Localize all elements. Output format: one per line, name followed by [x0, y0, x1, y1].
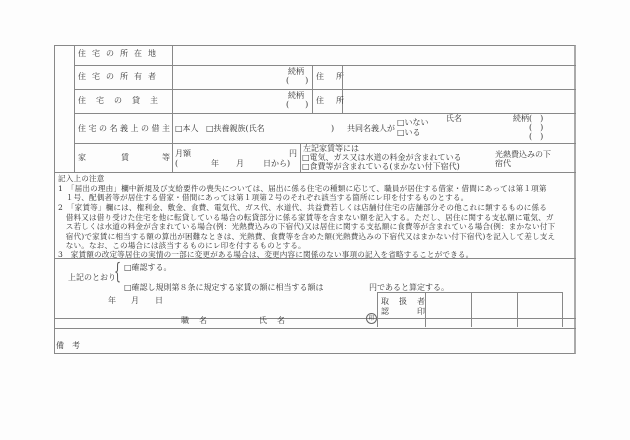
- note-line: 3 家賃額の改定等居住の実情の一部に変更がある場合は、変更内容に関係のない事項の記入を省略することができる。: [58, 250, 474, 259]
- stamp-box-1[interactable]: [426, 293, 470, 326]
- location-label: 住宅の所在地: [78, 49, 162, 58]
- dependent-close-paren: ): [331, 124, 335, 133]
- row-line: [74, 113, 576, 114]
- co-nominee-name-label: 氏名: [446, 114, 462, 123]
- lessor-relation-label: 続柄: [288, 91, 304, 100]
- monthly-amount-field[interactable]: [196, 146, 286, 158]
- dependent-checkbox[interactable]: □扶養親族(氏名: [206, 124, 265, 133]
- handler-label-line2: 認 印: [381, 307, 426, 316]
- note-line: １号、配偶者等が居住する借家・借間にあっては第１項第２号のそれぞれ該当する箇所にレ印を付するものとする。: [58, 193, 469, 202]
- brace: {: [114, 260, 121, 285]
- co-nominee-label: 共同名義人が: [347, 124, 395, 133]
- utilities-included-line1: 光熱費込みの下: [495, 150, 551, 159]
- address-divider: [312, 65, 313, 113]
- from-day-label: 日から): [263, 159, 291, 168]
- address-divider: [342, 65, 343, 113]
- confirm-checkbox[interactable]: □確認する。: [124, 263, 172, 272]
- confirm-amount-checkbox[interactable]: □確認し規則第８条に規定する家賃の額に相当する額は: [124, 283, 324, 292]
- co-nominee-relation-2[interactable]: ( ): [529, 123, 544, 132]
- monthly-label: 月額: [175, 149, 191, 158]
- rent-divider: [300, 143, 301, 172]
- note-line: 宿代)で家賃に相当する額の算出が困難なときは、光熱費、食費等を含めた額(光熱費込みの下宿代又はまかない付下宿代)を記入して差し支え: [58, 232, 556, 241]
- lessor-relation-field[interactable]: ( ): [286, 100, 309, 109]
- name-label: 氏 名: [259, 316, 286, 325]
- rent-label-3: 等: [162, 153, 170, 162]
- yen-label: 円: [289, 149, 297, 158]
- includes-title: 左記家賃等には: [303, 144, 359, 153]
- note-line: ない。なお、この場合には該当するものにレ印を付するものとする。: [58, 241, 306, 250]
- remarks-label: 備 考: [56, 341, 80, 350]
- owner-address-field[interactable]: [344, 66, 574, 88]
- co-nominee-none-checkbox[interactable]: □いない: [397, 118, 429, 127]
- co-nominee-relation-3[interactable]: ( ): [529, 132, 544, 141]
- notes-title: 記入上の注意: [58, 174, 105, 183]
- from-month-label: 月: [236, 159, 244, 168]
- seal-mark-icon: 印: [366, 313, 377, 324]
- owner-label: 住宅の所有者: [78, 72, 162, 81]
- remarks-top-line: [54, 328, 576, 329]
- owner-name-field[interactable]: [174, 66, 284, 88]
- date-month: 月: [131, 296, 139, 305]
- handler-label-line1: 取 扱 者: [381, 297, 426, 306]
- remarks-field[interactable]: [90, 330, 570, 352]
- date-year: 年: [108, 296, 116, 305]
- lessor-label: 住宅の貸主: [78, 96, 168, 105]
- note-line: 2 「家賃等」欄には、権利金、敷金、食費、電気代、ガス代、水道代、共益費若しくは店舗付住宅の店舗部分その他これに類するものに係る: [58, 203, 548, 212]
- row-line: [54, 172, 576, 173]
- lessor-address-field[interactable]: [344, 90, 574, 112]
- lessor-address-label: 住 所: [316, 96, 346, 105]
- owner-relation-field[interactable]: ( ): [286, 76, 309, 85]
- date-day: 日: [155, 296, 163, 305]
- owner-relation-label: 続柄: [288, 67, 304, 76]
- co-nominee-exists-checkbox[interactable]: □いる: [397, 128, 421, 137]
- stamp-box-2[interactable]: [472, 293, 516, 326]
- utilities-included-line2: 宿代: [495, 159, 511, 168]
- calculated-amount-field[interactable]: [300, 282, 366, 293]
- nominal-borrower-label: 住宅の名義上の借主: [78, 124, 173, 133]
- rent-label-1: 家: [78, 153, 86, 162]
- owner-address-label: 住 所: [316, 72, 346, 81]
- rent-label-2: 賃: [121, 153, 129, 162]
- position-label: 職 名: [181, 316, 208, 325]
- amount-suffix: 円であると算定する。: [369, 283, 449, 292]
- from-open-paren: (: [175, 159, 179, 168]
- note-line: 借料又は借り受けた住宅を他に転貸している場合の転貸部分に係る家賃等を含まない額を記入する。ただし、居住に関する支払額に電気、ガ: [58, 213, 554, 222]
- co-nominee-relation-1[interactable]: 続柄( ): [513, 114, 544, 123]
- dependent-name-field[interactable]: [268, 122, 328, 134]
- lessor-name-field[interactable]: [174, 90, 284, 112]
- location-field[interactable]: [174, 46, 574, 64]
- stamp-box-3[interactable]: [518, 293, 562, 326]
- utilities-checkbox[interactable]: □電気、ガス又は水道の料金が含まれている: [302, 153, 462, 162]
- note-line: ス若しくは水道の料金が含まれている場合(例：光熱費込みの下宿代)又は居住に関する支払額に食費等が含まれている場合(例：まかない付下: [58, 222, 556, 231]
- note-line: 1 「届出の理由」欄中新規及び支給要件の喪失については、届出に係る住宅の種類に応じて、職員が居住する借家・借間にあっては第１項第: [58, 184, 547, 193]
- self-checkbox[interactable]: □本人: [175, 124, 199, 133]
- confirmation-lead: 上記のとおり: [68, 273, 116, 282]
- from-year-label: 年: [211, 159, 219, 168]
- meals-checkbox[interactable]: □食費等が含まれている(まかない付下宿代): [302, 162, 460, 171]
